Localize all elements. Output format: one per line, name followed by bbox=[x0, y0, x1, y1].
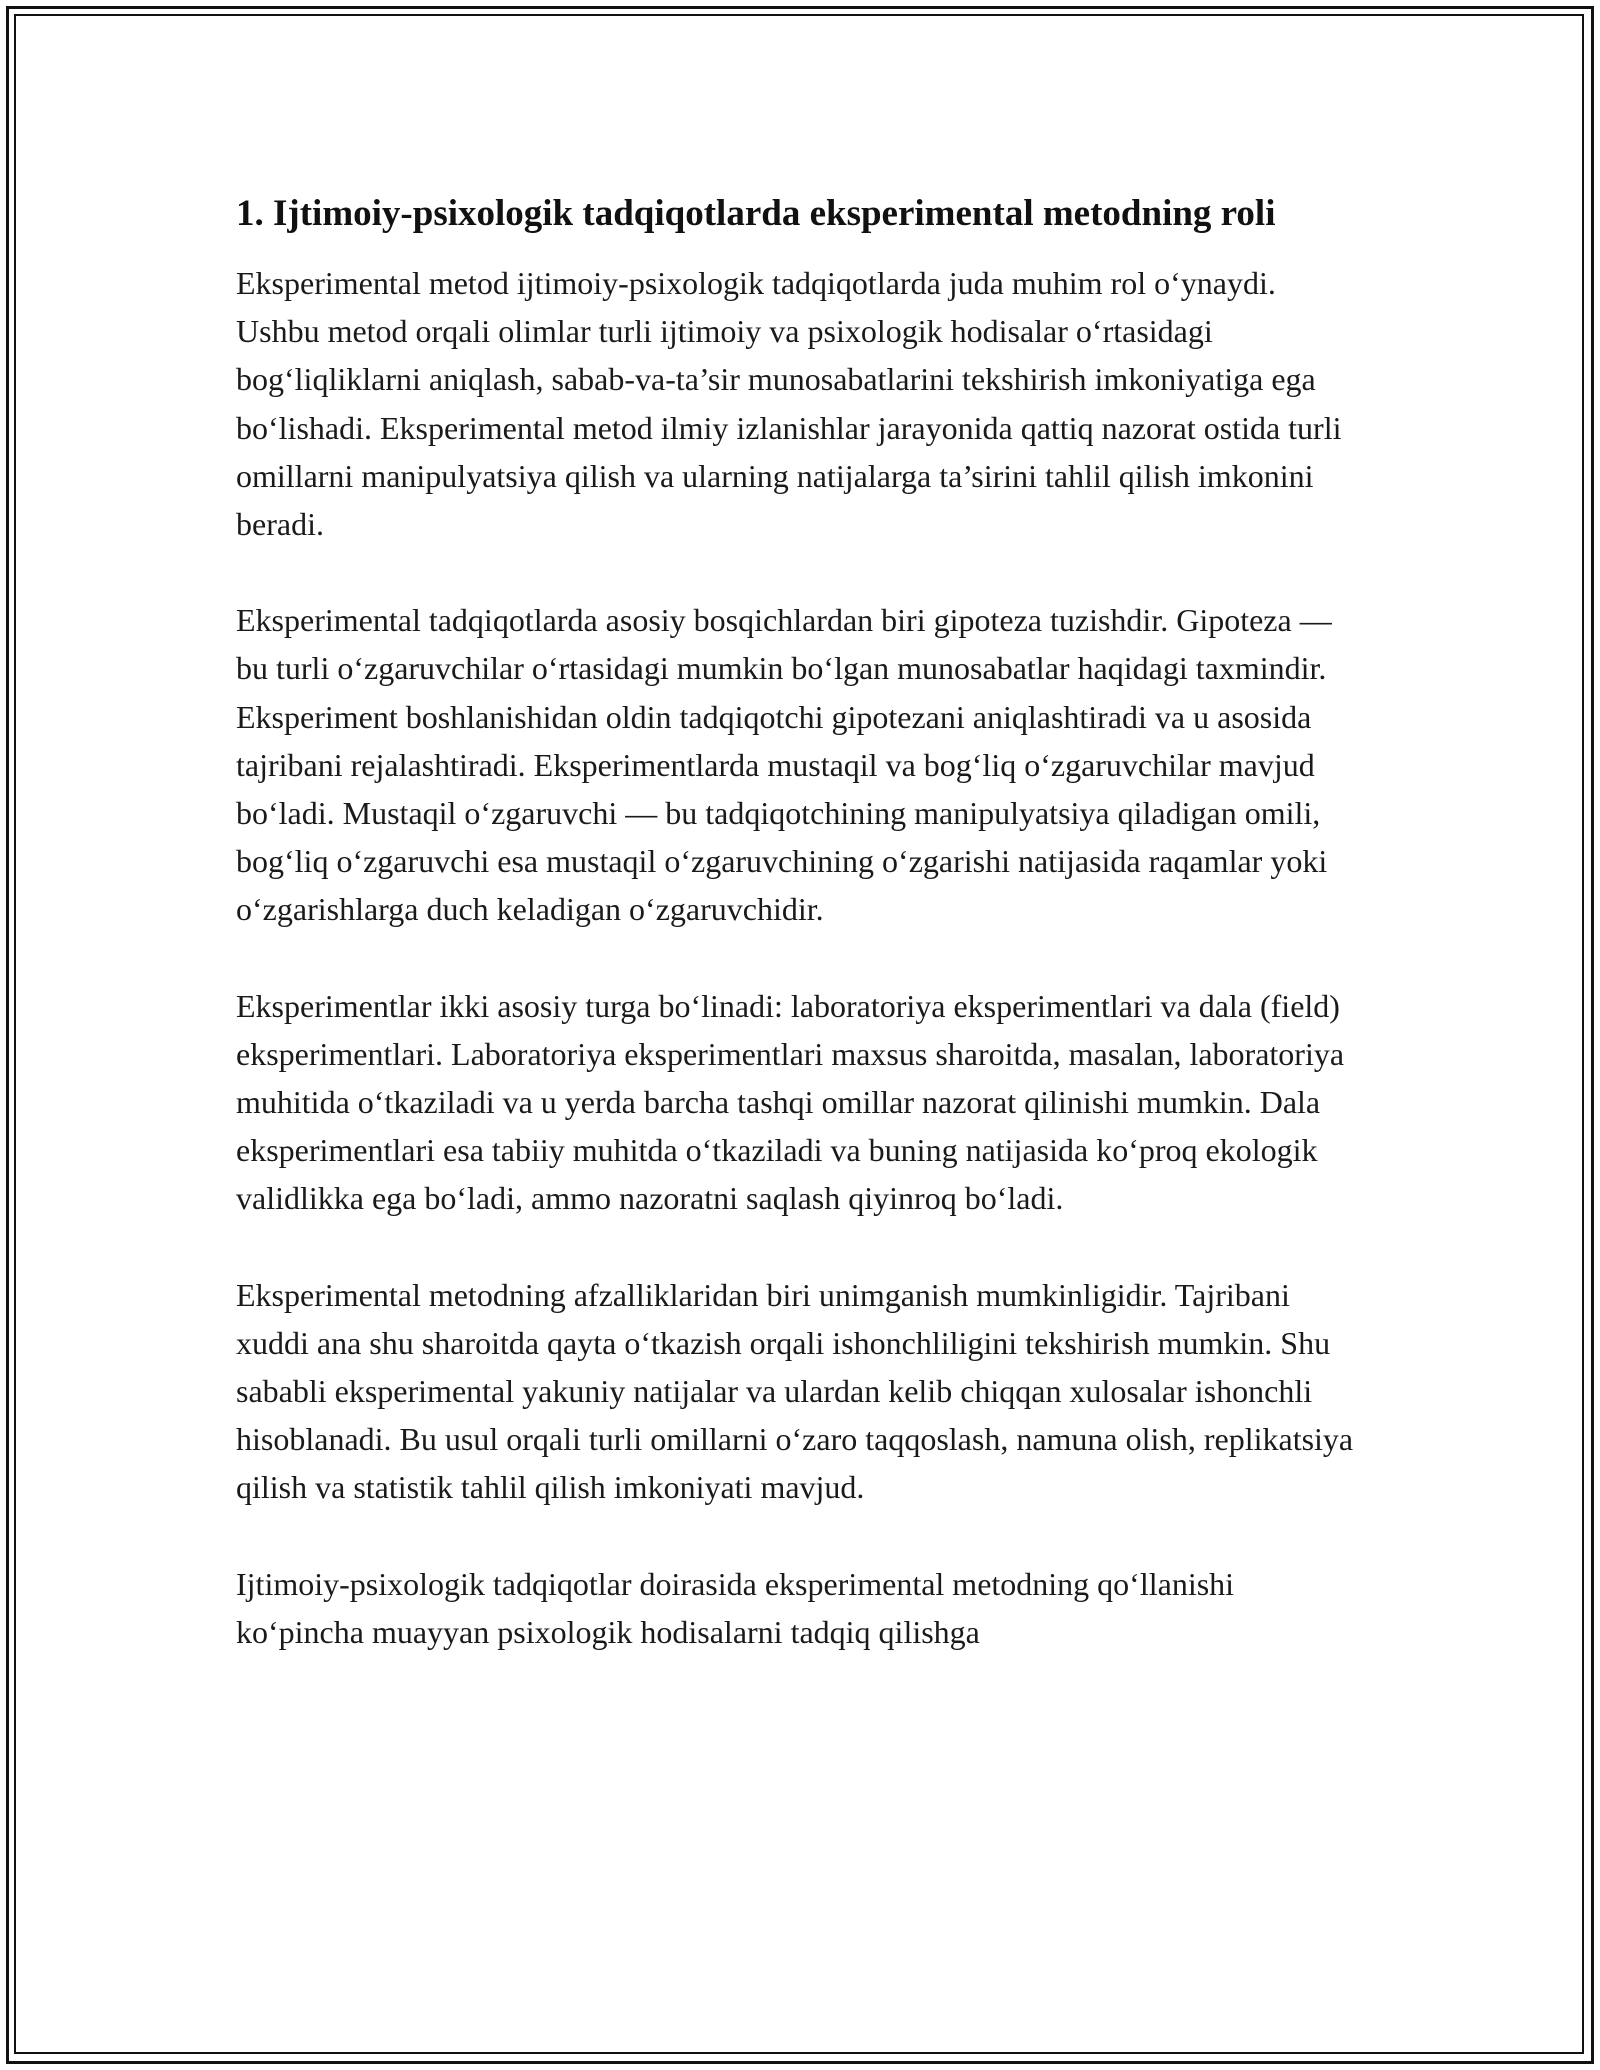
paragraph-5: Ijtimoiy-psixologik tadqiqotlar doirasida eksperimental metodning qo‘llanishi ko‘pincha muayyan psixologik hodisalarni tadqiq qilishga bbox=[236, 1565, 1235, 1650]
paragraph-2: Eksperimental tadqiqotlarda asosiy bosqichlardan biri gipoteza tuzishdir. Gipoteza — bu turli o‘zgaruvchilar o‘rtasidagi mumkin bo‘lgan munosabatlar haqidagi taxmindir. Eksperiment boshlanishidan oldin tadqiqotchi gipotezani aniqlashtiradi va u asosida tajribani rejalashtiradi. Eksperimentlarda mustaqil va bog‘liq o‘zgaruvchilar mavjud bo‘ladi. Mustaqil o‘zgaruvchi — bu tadqiqotchining manipulyatsiya qiladigan omili, bog‘liq o‘zgaruvchi esa mustaqil o‘zgaruvchining o‘zgarishi natijasida raqamlar yoki o‘zgarishlarga duch keladigan o‘zgaruvchidir. bbox=[236, 602, 1332, 928]
document-body bbox=[236, 186, 1366, 1704]
paragraph-4: Eksperimental metodning afzalliklaridan biri unimganish mumkinligidir. Tajribani xuddi ana shu sharoitda qayta o‘tkazish orqali ishonchliligini tekshirish mumkin. Shu sababli eksperimental yakuniy natijalar va ulardan kelib chiqqan xulosalar ishonchli hisoblanadi. Bu usul orqali turli omillarni o‘zaro taqqoslash, namuna olish, replikatsiya qilish va statistik tahlil qilish imkoniyati mavjud. bbox=[236, 1276, 1354, 1506]
paragraph-1: Eksperimental metod ijtimoiy-psixologik tadqiqotlarda juda muhim rol o‘ynaydi. Ushbu metod orqali olimlar turli ijtimoiy va psixologik hodisalar o‘rtasidagi bog‘liqliklarni aniqlash, sabab-va-ta’sir munosabatlarini tekshirish imkoniyatiga ega bo‘lishadi. Eksperimental metod ilmiy izlanishlar jarayonida qattiq nazorat ostida turli omillarni manipulyatsiya qilish va ularning natijalarga ta’sirini tahlil qilish imkonini beradi. bbox=[236, 265, 1342, 543]
paragraph-3: Eksperimentlar ikki asosiy turga bo‘linadi: laboratoriya eksperimentlari va dala (field) eksperimentlari. Laboratoriya eksperimentlari maxsus sharoitda, masalan, laboratoriya muhitida o‘tkaziladi va u yerda barcha tashqi omillar nazorat qilinishi mumkin. Dala eksperimentlari esa tabiiy muhitda o‘tkaziladi va buning natijasida ko‘proq ekologik validlikka ega bo‘ladi, ammo nazoratni saqlash qiyinroq bo‘ladi. bbox=[236, 987, 1345, 1217]
section-heading: 1. Ijtimoiy-psixologik tadqiqotlarda eksperimental metodning roli bbox=[236, 193, 1276, 234]
